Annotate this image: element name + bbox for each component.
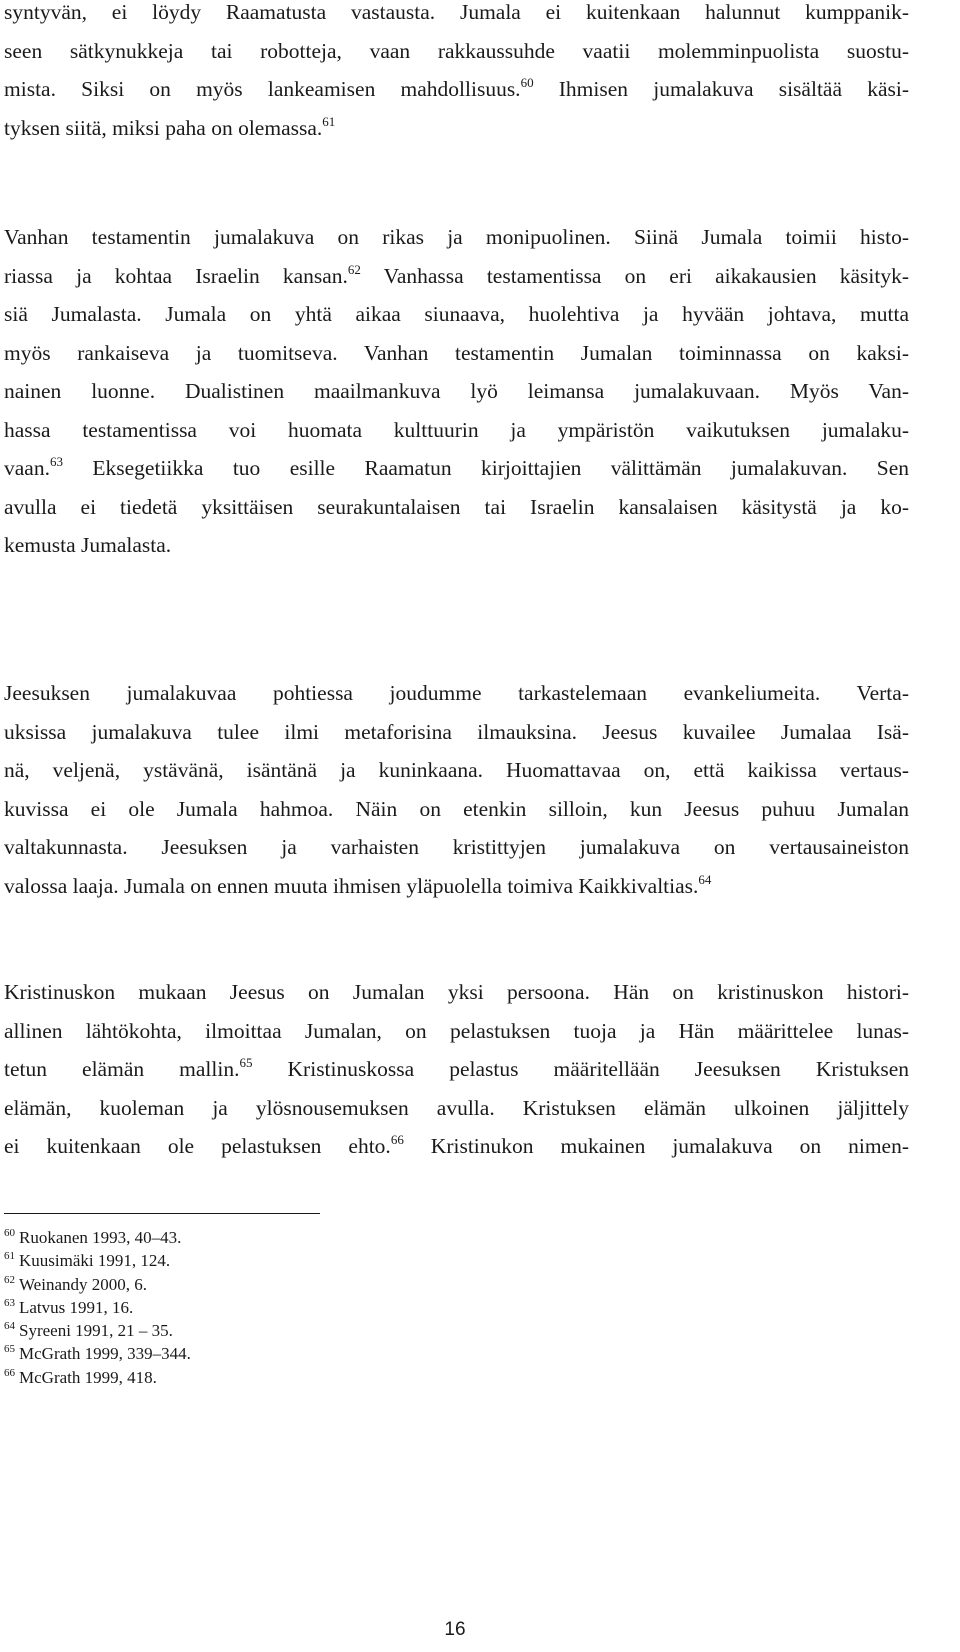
text-line: seen sätkynukkeja tai robotteja, vaan rakkaussuhde vaatii molemminpuolista suostu- <box>4 38 909 63</box>
text-line: nainen luonne. Dualistinen maailmankuva lyö leimansa jumalakuvaan. Myös Van- <box>4 379 909 403</box>
text-line: valossa laaja. Jumala on ennen muuta ihmisen yläpuolella toimiva Kaikkivaltias.$^{64}$ <box>4 871 712 898</box>
text-line: Kristinuskon mukaan Jeesus on Jumalan yksi persoona. Hän on kristinuskon histori- <box>4 980 909 1004</box>
text-line: riassa ja kohtaa Israelin kansan.$^{62}$ Vanhassa testamentissa on eri aikakausien käsityk- <box>4 261 909 288</box>
text-line: vaan.$^{63}$ Eksegetiikka tuo esille Raamatun kirjoittajien välittämän jumalakuvan. Sen <box>4 454 909 480</box>
text-line: allinen lähtökohta, ilmoittaa Jumalan, on pelastuksen tuoja ja Hän määrittelee lunas- <box>4 1018 909 1043</box>
text-line: Vanhan testamentin jumalakuva on rikas ja monipuolinen. Siinä Jumala toimii histo- <box>4 225 909 249</box>
text-line: avulla ei tiedetä yksittäisen seurakuntalaisen tai Israelin kansalaisen käsitystä ja ko- <box>4 494 909 519</box>
paragraph-3 <box>4 674 909 905</box>
footnote-ref: 60 <box>520 75 534 90</box>
text-line: hassa testamentissa voi huomata kulttuurin ja ympäristön vaikutuksen jumalaku- <box>4 417 909 442</box>
text-line: tyksen siitä, miksi paha on olemassa.$^{61}$ <box>4 113 336 140</box>
footnote: $^{62}$ Weinandy 2000, 6. <box>4 1273 147 1294</box>
paragraph-1 <box>4 0 909 147</box>
footnote: $^{64}$ Syreeni 1991, 21 – 35. <box>4 1320 173 1341</box>
paragraph-2 <box>4 218 909 565</box>
paragraph-4 <box>4 973 909 1166</box>
footnote-ref: 64 <box>698 871 712 887</box>
footnote-ref: 65 <box>239 1055 253 1070</box>
text-line: ei kuitenkaan ole pelastuksen ehto.$^{66}$ Kristinukon mukainen jumalakuva on nimen- <box>4 1132 910 1158</box>
page-number: 16 <box>444 1619 466 1640</box>
footnote-ref: 66 <box>390 1132 404 1147</box>
footnote-ref: 61 <box>322 113 336 129</box>
text-line: kemusta Jumalasta. <box>4 533 172 557</box>
footnote-ref: 63 <box>49 454 63 469</box>
text-line: nä, veljenä, ystävänä, isäntänä ja kuninkaana. Huomattavaa on, että kaikissa vertaus- <box>4 758 909 782</box>
text-line: valtakunnasta. Jeesuksen ja varhaisten kristittyjen jumalakuva on vertausaineiston <box>4 835 909 859</box>
footnote: $^{61}$ Kuusimäki 1991, 124. <box>4 1250 171 1271</box>
text-line: siä Jumalasta. Jumala on yhtä aikaa siunaava, huolehtiva ja hyvään johtava, mutta <box>4 302 909 326</box>
text-line: kuvissa ei ole Jumala hahmoa. Näin on etenkin silloin, kun Jeesus puhuu Jumalan <box>4 796 909 821</box>
footnote: $^{65}$ McGrath 1999, 339–344. <box>4 1343 191 1364</box>
footnote: $^{63}$ Latvus 1991, 16. <box>4 1296 134 1317</box>
text-line: Jeesuksen jumalakuvaa pohtiessa joudumme tarkastelemaan evankeliumeita. Verta- <box>4 681 909 705</box>
footnote: $^{66}$ McGrath 1999, 418. <box>4 1366 157 1387</box>
text-line: uksissa jumalakuva tulee ilmi metaforisina ilmauksina. Jeesus kuvailee Jumalaa Isä- <box>4 719 909 744</box>
text-line: mista. Siksi on myös lankeamisen mahdollisuus.$^{60}$ Ihmisen jumalakuva sisältää käsi- <box>4 75 909 101</box>
footnote-ref: 62 <box>347 261 361 277</box>
text-line: syntyvän, ei löydy Raamatusta vastausta. Jumala ei kuitenkaan halunnut kumppanik- <box>4 0 909 24</box>
text-line: myös rankaiseva ja tuomitseva. Vanhan testamentin Jumalan toiminnassa on kaksi- <box>4 340 909 365</box>
text-line: tetun elämän mallin.$^{65}$ Kristinuskossa pelastus määritellään Jeesuksen Kristuksen <box>4 1055 909 1081</box>
text-line: elämän, kuoleman ja ylösnousemuksen avulla. Kristuksen elämän ulkoinen jäljittely <box>4 1095 909 1120</box>
footnote-separator <box>4 1213 320 1214</box>
footnote: $^{60}$ Ruokanen 1993, 40–43. <box>4 1227 182 1247</box>
footnotes-list <box>4 1226 191 1389</box>
